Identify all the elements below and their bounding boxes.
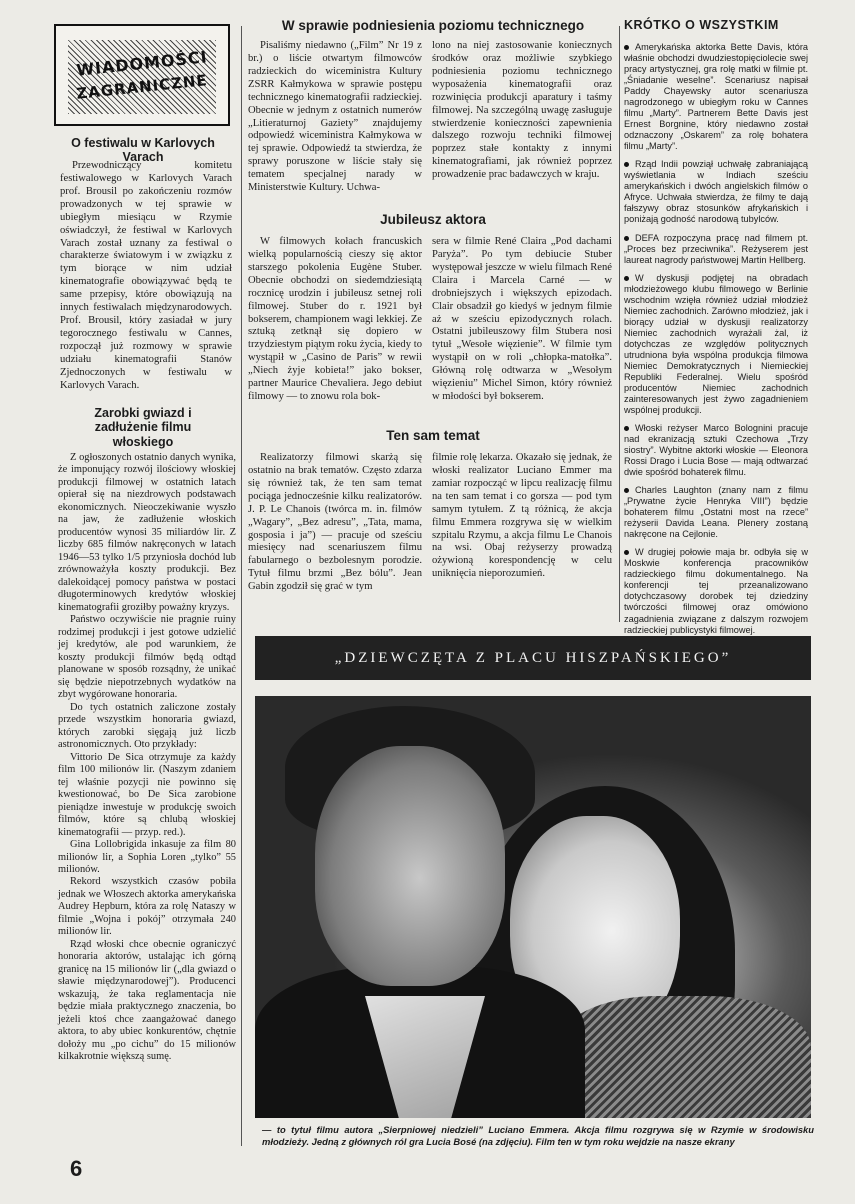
column-rule-right	[619, 26, 620, 622]
column-rule-left	[241, 26, 242, 1146]
krotko-item-text: Amerykańska aktorka Bette Davis, która właśnie obchodzi dwudziestopięciolecie swej pracy artystycznej, gra rolę matki w filmie pt. „Śniadanie weselne”. Scenariusz napisał Paddy Chayewsky autor scenariusza nagrodzonego w ubiegłym roku w Cannes filmu „Marty”. Partnerem Bette Davis jest Ernest Borgnine, który niedawno został odznaczony „Oskarem” za rolę bohatera filmu „Marty”.	[624, 42, 808, 152]
zarobki-title: Zarobki gwiazd i zadłużenie filmu włoskiego	[94, 406, 192, 449]
krotko-item	[624, 159, 808, 225]
temat-col1	[248, 452, 422, 594]
festival-body	[60, 160, 232, 393]
zarobki-body	[58, 452, 236, 1064]
poziom-col2	[432, 40, 612, 182]
logo-line-2: ZAGRANICZNE	[75, 71, 209, 103]
krotko-item-text: W drugiej połowie maja br. odbyła się w Moskwie konferencja pracowników radzieckiego filmu dokumentalnego. Na konferencji tej przeanalizowano dotychczasowy dorobek tej dziedziny twórczości filmowej oraz omówiono zagadnienia związane z dalszym rozwojem radzieckiej publicystyki filmowej.	[624, 547, 808, 635]
krotko-item	[624, 42, 808, 152]
zarobki-paragraph: Do tych ostatnich zaliczone zostały przede wszystkim honoraria gwiazd, których zarobki sięgają już liczb astronomicznych. Oto przykłady:	[58, 701, 236, 751]
jubileusz-title: Jubileusz aktora	[380, 212, 486, 227]
poziom-paragraph-2: lono na niej zastosowanie koniecznych środków oraz możliwie szybkiego podniesienia poziomu technicznego wyposażenia kinematografii oraz rozwinięcia produkcji aparatury i taśmy filmowej. Na szczególną uwagę zasługuje stwierdzenie konieczności zapewnienia dalszego rozwoju techniki filmowej poprzez stałe kontakty z innymi kinematografiami, jak również poprzez prowadzenie prac badawczych w kraju.	[432, 40, 612, 181]
festival-title: O festiwalu w Karlovych Varach	[71, 136, 215, 164]
bullet-dot-icon	[624, 426, 629, 431]
logo-line-1: WIADOMOŚCI	[75, 47, 209, 80]
photo-caption: — to tytuł filmu autora „Sierpniowej niedzieli” Luciano Emmera. Akcja filmu rozgrywa się w Rzymie w środowisku młodzieży. Jedną z głównych ról gra Lucia Bosé (na zdjęciu). Film ten w tym roku wejdzie na nasze ekrany	[262, 1124, 814, 1147]
krotko-title: KRÓTKO O WSZYSTKIM	[624, 18, 779, 32]
zarobki-paragraph: Rekord wszystkich czasów pobiła jednak we Włoszech aktorka amerykańska Audrey Hepburn, która za rolę Nataszy w filmie „Wojna i pokój” otrzymała 240 milionów lir.	[58, 876, 236, 938]
krotko-item	[624, 273, 808, 416]
jubileusz-paragraph-2: sera w filmie René Claira „Pod dachami Paryża”. Po tym debiucie Stuber występował jeszcze w wielu filmach René Claira i Marcela Carné — w drobniejszych i większych epizodach. Clair obsadził go kiedyś w jednym filmie aż w sześciu epizodycznych rolach. Ostatni jubileuszowy film Stubera nosi tytuł „Wesołe więzienie”. W filmie tym wystąpił on w roli „chłopka-matołka”. Główną rolę odtwarza w „Wesołym więzieniu” Michel Simon, który również w młodości był bokserem.	[432, 236, 612, 403]
temat-paragraph-2: filmie rolę lekarza. Okazało się jednak, że włoski realizator Luciano Emmer ma zamiar rozpocząć w lipcu realizację filmu na ten sam temat i co gorsza — pod tym samym tytułem. Z tą różnicą, że akcja filmu Emmera rozgrywa się w wielkim szpitalu Rzymu, a akcja filmu Le Chanois na wsi. Obaj reżyserzy prowadzą ożywioną korespondencję w celu uniknięcia nieporozumień.	[432, 452, 612, 580]
woman-scarf	[555, 996, 811, 1118]
krotko-item-text: W dyskusji podjętej na obradach młodzieżowego klubu filmowego w Berlinie wschodnim wzięła również udział młodzież Niemiec zachodnich. Zarówno młodzież, jak i biorący udział w dyskusji realizatorzy Niemiec zachodnich wyrażali żal, iż dotychczas ze względów politycznych utrudniona była wspólna produkcja filmowa Niemiec Demokratycznych i Niemieckiej Republiki Federalnej. Wielu spośród producentów Niemiec zachodnich zainteresowanych jest żywo zagadnieniem wspólnej produkcji.	[624, 272, 808, 415]
zarobki-paragraph: Vittorio De Sica otrzymuje za każdy film 100 milionów lir. (Naszym zdaniem tej właśnie pozycji nie powinno się kwestionować, bo De Sica zarobione pieniądze inwestuje w produkcję swoich filmów, które są chlubą włoskiej kinematografii — przyp. red.).	[58, 751, 236, 838]
krotko-item	[624, 547, 808, 635]
poziom-paragraph-1: Pisaliśmy niedawno („Film” Nr 19 z br.) o liście otwartym filmowców radzieckich do wiceministra Kultury ZSRR Kałmykowa w sprawie postępu technicznego kinematografii radzieckiej. Obecnie w jednym z ostatnich numerów „Litieraturnoj Gaziety” znajdujemy odpowiedź wiceministra Kałmykowa w tej sprawie. Odpowiedź ta stwierdza, że sprawy poruszone w liście stały się tematem specjalnej narady w Ministerstwie Kultury. Uchwa-	[248, 40, 422, 194]
festival-paragraph: Przewodniczący komitetu festiwalowego w Karlovych Varach prof. Brousil po zakończeniu rozmów prowadzonych w tej sprawie w ubiegłym miesiącu w Rzymie oświadczył, że festiwal w Karlovych Varach został uznany za festiwal o charakterze światowym i w związku z tym biorące w nim udział kinematografie obowiązywać będą te same przepisy, które obowiązują na innych festiwalach międzynarodowych. Prof. Brousil, który zasiadał w jury tegorocznego festiwalu w Cannes, rozpoczął już rozmowy w sprawie udziału kinematografii Stanów Zjednoczonych w festiwalu w Karlovych Varach.	[60, 160, 232, 391]
temat-title: Ten sam temat	[386, 428, 480, 443]
zarobki-paragraph: Państwo oczywiście nie pragnie ruiny rodzimej produkcji i jest gotowe udzielić jej kredytów, ale pod warunkiem, że koszty produkcji filmów będą odtąd planowane w sposób rozsądny, że unikać się będzie niepotrzebnych wydatków na zbyt wygórowane honoraria.	[58, 614, 236, 701]
man-face	[315, 746, 505, 986]
bullet-dot-icon	[624, 488, 629, 493]
poziom-col1	[248, 40, 422, 195]
bullet-dot-icon	[624, 550, 629, 555]
temat-paragraph-1: Realizatorzy filmowi skarżą się ostatnio na brak tematów. Często zdarza się również tak, że ten sam temat pociąga jednocześnie kilku realizatorów. J. P. Le Chanois (twórca m. in. filmów „Wagary”, „Bez adresu”, „Tata, mama, gosposia i ja”) — pracuje od sześciu miesięcy nad scenariuszem filmu fabularnego o bezbolesnym porodzie. Tytuł filmu brzmi „Bez bólu”. Jean Gabin zgodził się grać w tym	[248, 452, 422, 593]
zarobki-paragraph: Gina Lollobrigida inkasuje za film 80 milionów lir, a Sophia Loren „tylko” 55 milionów.	[58, 839, 236, 875]
krotko-item	[624, 485, 808, 540]
krotko-item-text: Rząd Indii powziął uchwałę zabraniającą wyświetlania w Indiach sześciu amerykańskich i dwóch angielskich filmów o Afryce. Uchwała stwierdza, że filmy te dają fałszywy obraz stosunków afrykańskich i poniżają godność narodową tubylców.	[624, 159, 808, 225]
krotko-item-text: DEFA rozpoczyna pracę nad filmem pt. „Proces bez przeciwnika”. Reżyserem jest laureat nagrody państwowej Martin Hellberg.	[624, 232, 808, 265]
krotko-list	[624, 42, 808, 643]
zarobki-paragraph: Z ogłoszonych ostatnio danych wynika, że imponujący rozwój ilościowy włoskiej produkcji filmowej w ostatnich latach opierał się na niezdrowych podstawach ekonomicznych. Nieoczekiwanie wyszło na jaw, że zadłużenie włoskich producentów wynosi 35 miliardów lir. Z liczby 685 filmów nakręconych w latach 1946—53 tylko 1/5 przyniosła dochód lub zrównoważyła koszty produkcji. Bez dalekoidącej pomocy państwa w postaci długoterminowych kredytów włoskiej kinematografii groziłby poważny kryzys.	[58, 452, 236, 613]
section-logo	[54, 24, 230, 126]
jubileusz-col2	[432, 236, 612, 404]
bullet-dot-icon	[624, 45, 629, 50]
krotko-item	[624, 233, 808, 266]
zarobki-paragraph: Rząd włoski chce obecnie ograniczyć honoraria aktorów, ustalając ich górną granicę na 15 milionów lir („dla gwiazd o sławie międzynarodowej”). Producenci wskazują, że taka reglamentacja nie będzie miała praktycznego znaczenia, bo jeżeli ktoś chce zaangażować danego aktora, to aby ubiec konkurentów, chętnie dołoży mu „po cichu” do 15 milionów kilkakrotnie większą sumę.	[58, 938, 236, 1063]
bullet-dot-icon	[624, 162, 629, 167]
krotko-item-text: Charles Laughton (znany nam z filmu „Prywatne życie Henryka VIII”) będzie bohaterem filmu „Ostatni most na rzece” reżyserii Davida Leana. Plenery zostaną nakręcone na Cejlonie.	[624, 485, 808, 540]
bullet-dot-icon	[624, 276, 629, 281]
bullet-dot-icon	[624, 236, 629, 241]
krotko-item-text: Włoski reżyser Marco Bolognini pracuje nad ekranizacją sztuki Czechowa „Trzy siostry”. Wybitne aktorki włoskie — Eleonora Rossi Drago i Lucia Bose — mają odtwarzać dwie spośród bohaterek filmu.	[624, 423, 808, 478]
film-still-photo	[255, 696, 811, 1118]
page-number: 6	[70, 1156, 83, 1181]
temat-col2	[432, 452, 612, 581]
krotko-item	[624, 423, 808, 478]
photo-banner-title: „DZIEWCZĘTA Z PLACU HISZPAŃSKIEGO”	[255, 636, 811, 680]
jubileusz-paragraph-1: W filmowych kołach francuskich wielką popularnością cieszy się aktor starszego pokolenia Eugène Stuber. Obecnie obchodzi on siedemdziesiątą rocznicę urodzin i jubileusz setnej roli filmowej. Stuber do r. 1921 był bokserem, championem wagi lekkiej. Ze sztuką zetknął się dopiero w trzydziestym piątym roku życia, kiedy to wystąpił w „Casino de Paris” w rewii „Niech żyje kobieta!” jako bokser, partner Maurice Chevaliera. Jego debiut filmowy — to znowu rola bok-	[248, 236, 422, 403]
jubileusz-col1	[248, 236, 422, 404]
poziom-title: W sprawie podniesienia poziomu technicznego	[281, 18, 585, 33]
